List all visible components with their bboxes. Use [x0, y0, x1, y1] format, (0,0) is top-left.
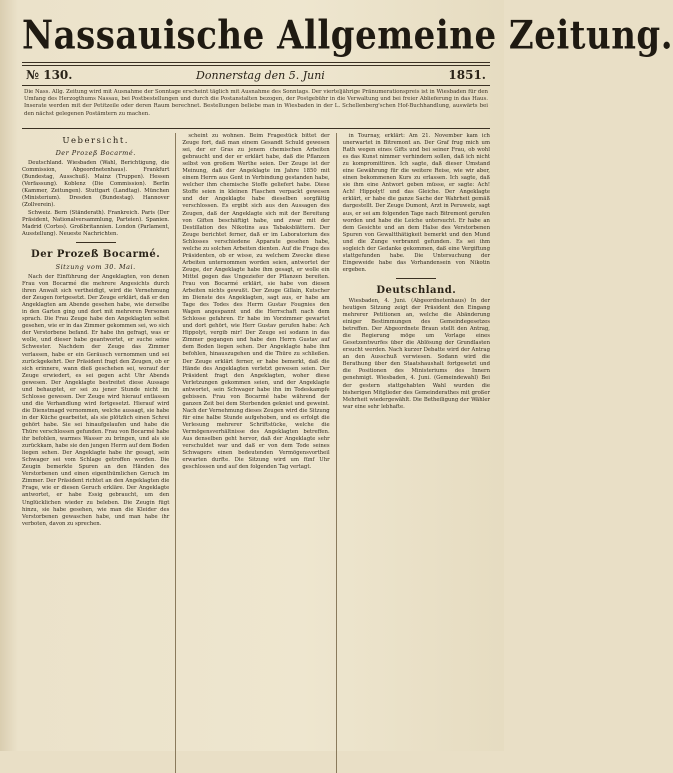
article-paragraph: Nach der Einführung der Angeklagten, von denen Frau von Bocarmé die mehrere Angesichts durch ihren Anwalt sich vertheidigt, wird die Vernehmung der Zeugen fortgesetzt. Der Zeuge erklärt, daß er den Angeklagten am Abende gesehen habe, wie derselbe in den Garten ging und dort mit mehreren Personen sprach. Die Frau Zeuge habe den Angeklagten selbst gesehen, wie er in das Zimmer gekommen sei, wo sich der Verstorbene befand. Er habe ihn gefragt, was er wolle, und dieser habe geantwortet, er suche seine Schwester. Nachdem der Zeuge das Zimmer verlassen, habe er ein Geräusch vernommen und sei zurückgekehrt. Der Präsident fragt den Zeugen, ob er sich erinnere, wann dieß geschehen sei, worauf der Zeuge erwiedert, es sei gegen acht Uhr Abends gewesen. Der Angeklagte bestreitet diese Aussage und behauptet, er sei zu jener Stunde nicht im Schlosse gewesen. Der Zeuge wird hierauf entlassen und die Verhandlung wird fortgesetzt. Hierauf wird die Dienstmagd vernommen, welche aussagt, sie habe in der Küche gearbeitet, als sie plötzlich einen Schrei gehört habe. Sie sei hinaufgelaufen und habe die Thüre verschlossen gefunden. Frau von Bocarmé habe ihr befohlen, warmes Wasser zu bringen, und als sie zurückkam, habe sie den jungen Herrn auf dem Boden liegen sehen. Der Angeklagte habe ihr gesagt, sein Schwager sei vom Schlage getroffen worden. Die Zeugin bemerkte Spuren an den Händen des Verstorbenen und einen eigenthümlichen Geruch im Zimmer. Der Präsident richtet an den Angeklagten die Frage, wie er diesen Geruch erkläre. Der Angeklagte antwortet, er habe Essig gebraucht, um den Unglücklichen wieder zu beleben. Die Zeugin fügt hinzu, sie habe gesehen, wie man die Kleider des Verstorbenen gewaschen habe, und man habe ihr verboten, davon zu sprechen. — [22, 274, 170, 527]
right-column — [336, 133, 490, 773]
right-body — [343, 133, 490, 274]
issue-date: Donnerstag den 5. Juni — [196, 69, 325, 82]
issue-row — [22, 68, 490, 84]
overview-entry: Schweiz. Bern (Ständerath). Frankreich. Paris (Der Präsident, Nationalversammlung, Parteien). Spanien. Madrid (Cortes). Großbritannien. London (Parlament, Ausstellung). Neueste Nachrichten. — [22, 210, 170, 237]
issue-number: № 130. — [26, 68, 73, 82]
masthead-rule — [22, 62, 490, 66]
right-paragraph: in Tournay, erklärt: Am 21. November kam ich unerwartet in Bitremont an. Der Graf frug mich um Rath wegen eines Gifts und bei seiner Frau, ob wohl es das Kunst nimmer verhindern sollen, daß ich nicht zu kompromittiren. Ich sagte, daß dieser Umstand eine Gewährung für die weitere Reise, wie wir aber, einen bekommenen Kurs zu erlassen. Ich sagte, daß sie ihm eine Antwort geben müsse, er sagte: Ach! Ach! Hippolyt! und das Gleiche. Der Angeklagte erklärt, er habe die ganze Sache der Wahrheit gemäß dargestellt. Der Zeuge Dumont, Arzt in Peruwelz, sagt aus, er sei am folgenden Tage nach Bitremont gerufen worden und habe die Leiche untersucht. Er habe an dem Gesichte und an dem Halse des Verstorbenen Spuren von Gewaltthätigkeit bemerkt und den Mund und die Zunge verbrannt gefunden. Es sei ihm sogleich der Gedanke gekommen, daß eine Vergiftung stattgefunden habe. Die Untersuchung der Eingeweide habe das Vorhandensein von Nikotin ergeben. — [342, 133, 490, 273]
middle-paragraph: scheint zu wohnen. Beim Fragestück bittet der Zeuge fort, daß man einem Gesandt Schuld gewesen sei, der er Gras zu jenem chemischen Arbeiten gebraucht und der er erklärt habe, daß die Pflanzen selbst von großem Werthe seien. Der Zeuge ist der Meinung, daß der Angeklagte im Jahre 1850 mit einem Herrn aus Gent in Verbindung gestanden habe, welcher ihm chemische Stoffe geliefert habe. Diese Stoffe seien in kleinen Flaschen verpackt gewesen und der Angeklagte habe dieselben sorgfältig verschlossen. Es ergibt sich aus den Aussagen des Zeugen, daß der Angeklagte sich mit der Bereitung von Giften beschäftigt habe, und zwar mit der Destillation des Nikotins aus Tabaksblättern. Der Zeuge berichtet ferner, daß er im Laboratorium des Schlosses verschiedene Apparate gesehen habe, welche zu solchen Arbeiten dienten. Auf die Frage des Präsidenten, ob er wisse, zu welchem Zwecke diese Arbeiten unternommen worden seien, antwortet der Zeuge, der Angeklagte habe ihm gesagt, er wolle ein Mittel gegen das Ungeziefer der Pflanzen bereiten. Frau von Bocarmé erklärt, sie habe von diesen Arbeiten nichts gewußt. Der Zeuge Gillain, Kutscher im Dienste des Angeklagten, sagt aus, er habe am Tage des Todes des Herrn Gustav Fougnies den Wagen angespannt und die Herrschaft nach dem Schlosse gefahren. Er habe im Vorzimmer gewartet und dort gehört, wie Herr Gustav gerufen habe: Ach Hippolyt, vergib mir! Der Zeuge sei sodann in das Zimmer gegangen und habe den Herrn Gustav auf dem Boden liegen sehen. Der Angeklagte habe ihm befohlen, hinauszugehen und die Thüre zu schließen. Der Zeuge erklärt ferner, er habe bemerkt, daß die Hände des Angeklagten verletzt gewesen seien. Der Präsident fragt den Angeklagten, woher diese Verletzungen gekommen seien, und der Angeklagte antwortet, sein Schwager habe ihn im Todeskampfe gebissen. Frau von Bocarmé habe während der ganzen Zeit bei dem Sterbenden gekniet und geweint. Nach der Vernehmung dieses Zeugen wird die Sitzung für eine halbe Stunde aufgehoben, und es erfolgt die Verlesung mehrerer Schriftstücke, welche die Vermögensverhältnisse des Angeklagten betreffen. Aus denselben geht hervor, daß der Angeklagte sehr verschuldet war und daß er von dem Tode seines Schwagers einen bedeutenden Vermögensvortheil erwarten durfte. Die Sitzung wird um fünf Uhr geschlossen und auf den folgenden Tag vertagt. — [182, 133, 330, 471]
session-heading: Sitzung vom 30. Mai. — [55, 263, 136, 271]
notice-rule — [22, 128, 490, 129]
section-rule — [76, 242, 116, 243]
overview-subheading: Der Prozeß Bocarmé. — [55, 149, 136, 157]
issue-rule — [22, 85, 490, 86]
masthead-title: Nassauische Allgemeine Zeitung. — [22, 13, 673, 60]
left-column — [22, 133, 169, 773]
article-body — [22, 274, 169, 528]
germany-heading: Deutschland. — [376, 284, 457, 296]
germany-paragraph: Wiesbaden, 4. Juni. (Abgeordnetenhaus) In der heutigen Sitzung zeigt der Präsident den Eingang mehrerer Petitionen an, welche die Abänderung einiger Bestimmungen des Gemeindegesetzes betreffen. Der Abgeordnete Braun stellt den Antrag, die Regierung möge um Vorlage eines Gesetzentwurfes über die Ablösung der Grundlasten ersucht werden. Nach kurzer Debatte wird der Antrag an den Ausschuß verwiesen. Sodann wird die Berathung über den Staatshaushalt fortgesetzt und die Positionen des Ministeriums des Innern genehmigt. Wiesbaden, 4. Juni. (Gemeindewahl) Bei der gestern stattgehabten Wahl wurden die bisherigen Mitglieder des Gemeinderathes mit großer Mehrheit wiedergewählt. Die Betheiligung der Wähler war eine sehr lebhafte. — [342, 297, 490, 410]
section-rule — [396, 278, 436, 279]
middle-body — [182, 133, 329, 471]
middle-column — [175, 133, 329, 773]
article-heading: Der Prozeß Bocarmé. — [31, 249, 161, 260]
issue-year: 1851. — [448, 68, 486, 82]
overview-heading: Uebersicht. — [62, 136, 129, 146]
germany-body — [343, 298, 490, 411]
subscription-notice: Die Nass. Allg. Zeitung wird mit Ausnahme der Sonntage erscheint täglich mit Ausnahme des Sonntags. Der vierteljährige Pränumerationspreis ist in Wiesbaden für den Umfang des Herzogthums Nassau, bei Postbestellungen und durch die Postanstalten bezogen, der Postgebühr in die Verwaltung und bei freier Ablieferung in das Haus. Inserate werden mit der Petitzeile oder deren Raum berechnet. Bestellungen beliebe man in Wiesbaden in der L. Schellenberg'schen Hof-Buchhandlung, auswärts bei den nächst gelegenen Postämtern zu machen. — [24, 89, 488, 117]
columns — [22, 133, 490, 773]
overview-entry: Deutschland. Wiesbaden (Wahl, Berichtigung, die Commission, Abgeordnetenhaus). Frankfurt (Bundestag, Ausschuß). Mainz (Truppen). Hessen (Verfassung). Koblenz (Die Commission). Berlin (Kammer, Zeitungen). Stuttgart (Landtag). München (Ministerium). Dresden (Bundestag). Hannover (Zollverein). — [22, 160, 170, 208]
overview-list — [22, 160, 169, 238]
